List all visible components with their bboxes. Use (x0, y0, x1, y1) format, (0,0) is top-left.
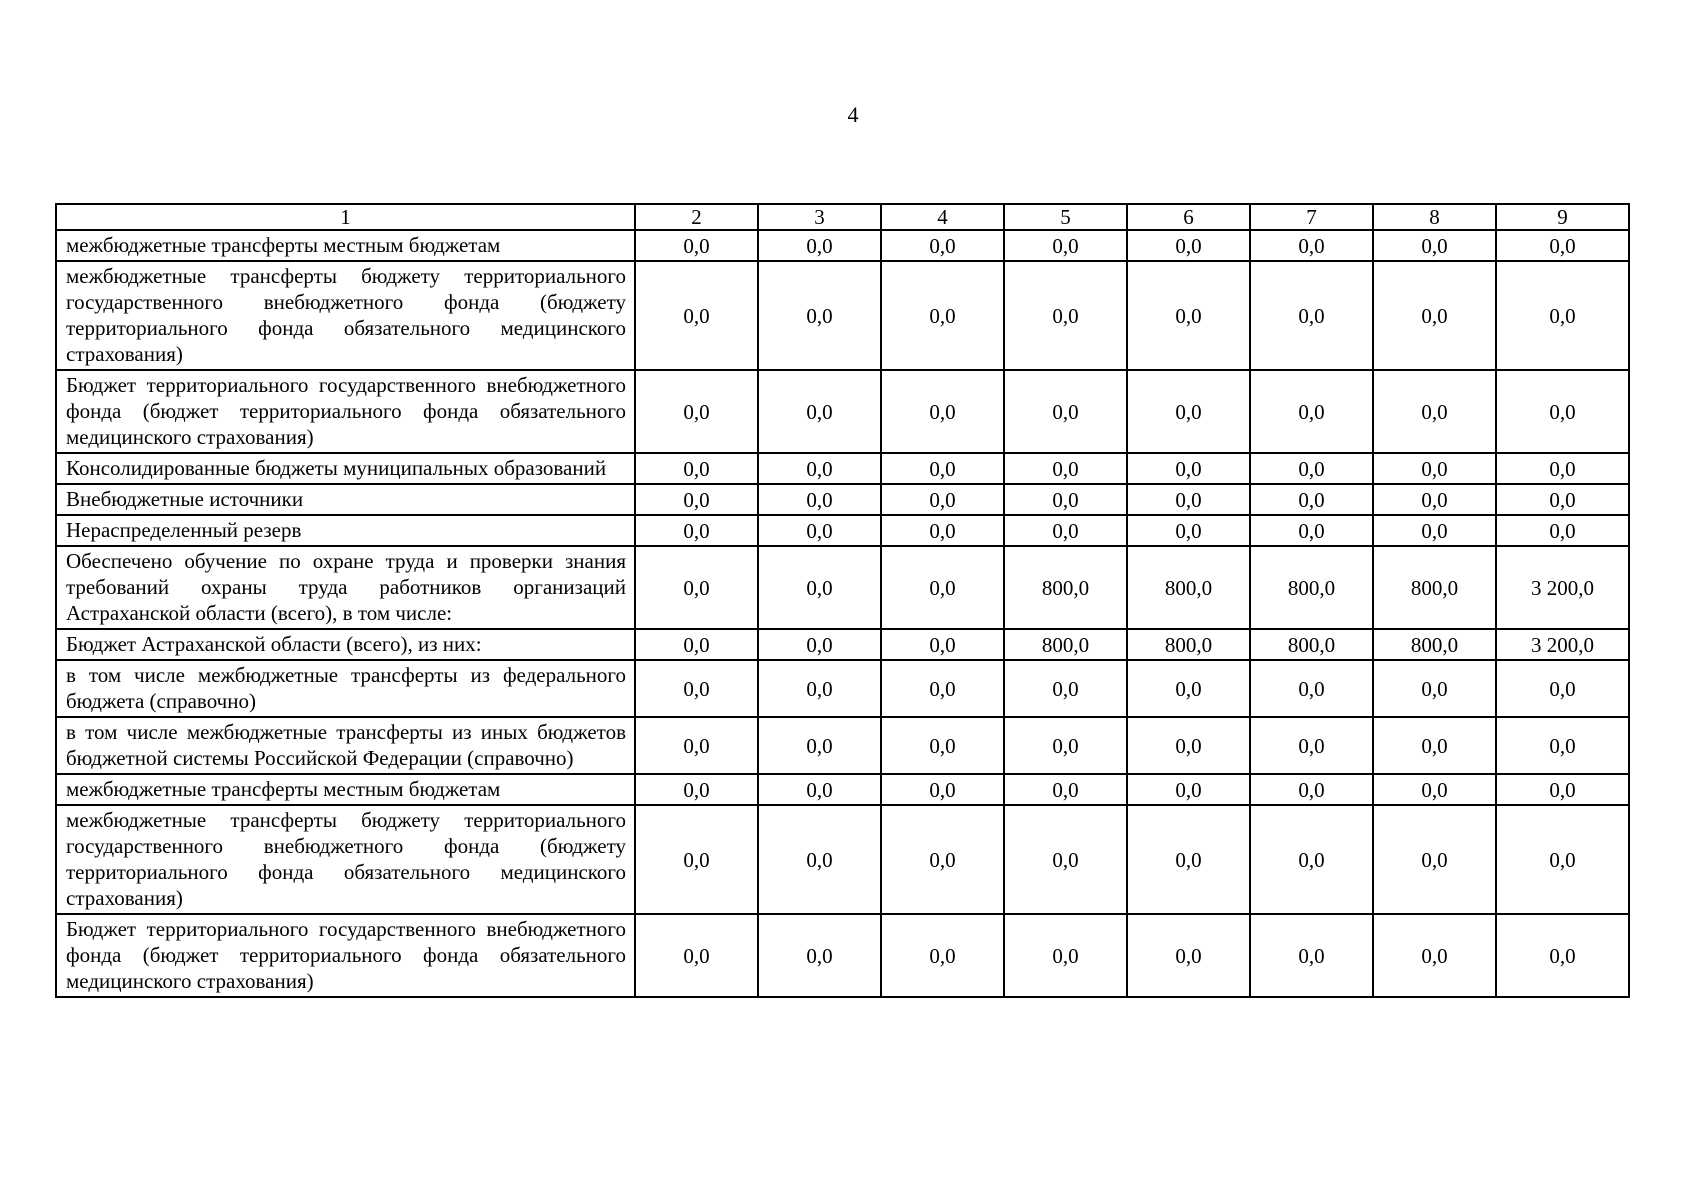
value-cell: 0,0 (1373, 261, 1496, 370)
value-cell: 0,0 (881, 629, 1004, 660)
column-number: 5 (1004, 204, 1127, 230)
table-row (56, 546, 1629, 629)
value-cell: 0,0 (881, 484, 1004, 515)
value-cell: 0,0 (881, 660, 1004, 717)
value-cell: 0,0 (881, 230, 1004, 261)
value-cell: 0,0 (1127, 370, 1250, 453)
value-cell: 800,0 (1250, 546, 1373, 629)
value-cell: 0,0 (635, 774, 758, 805)
value-cell: 800,0 (1004, 546, 1127, 629)
column-number-row (56, 204, 1629, 230)
value-cell: 800,0 (1127, 629, 1250, 660)
table-row (56, 453, 1629, 484)
value-cell: 0,0 (1373, 484, 1496, 515)
value-cell: 0,0 (635, 660, 758, 717)
value-cell: 0,0 (1127, 660, 1250, 717)
page-number: 4 (847, 102, 859, 127)
row-label: межбюджетные трансферты бюджету территориального государственного внебюджетного фонда (бюджету территориального фонда обязательного медицинского страхования) (56, 805, 635, 914)
row-label: в том числе межбюджетные трансферты из федерального бюджета (справочно) (56, 660, 635, 717)
value-cell: 0,0 (1250, 717, 1373, 774)
value-cell: 0,0 (1004, 774, 1127, 805)
table-row (56, 515, 1629, 546)
value-cell: 0,0 (758, 261, 881, 370)
value-cell: 0,0 (1373, 774, 1496, 805)
value-cell: 0,0 (1373, 805, 1496, 914)
value-cell: 0,0 (758, 660, 881, 717)
value-cell: 0,0 (758, 914, 881, 997)
table-row (56, 660, 1629, 717)
value-cell: 0,0 (635, 484, 758, 515)
value-cell: 0,0 (1373, 453, 1496, 484)
value-cell: 0,0 (1496, 805, 1629, 914)
value-cell: 0,0 (1127, 230, 1250, 261)
value-cell: 0,0 (1127, 717, 1250, 774)
table-row (56, 484, 1629, 515)
column-number: 4 (881, 204, 1004, 230)
value-cell: 0,0 (1004, 370, 1127, 453)
budget-table (55, 203, 1630, 998)
column-number: 3 (758, 204, 881, 230)
value-cell: 0,0 (881, 453, 1004, 484)
value-cell: 0,0 (1373, 370, 1496, 453)
row-label: Бюджет территориального государственного внебюджетного фонда (бюджет территориального фонда обязательного медицинского страхования) (56, 914, 635, 997)
value-cell: 0,0 (1250, 805, 1373, 914)
value-cell: 0,0 (1250, 774, 1373, 805)
value-cell: 0,0 (1373, 230, 1496, 261)
value-cell: 0,0 (635, 370, 758, 453)
value-cell: 800,0 (1004, 629, 1127, 660)
value-cell: 0,0 (1127, 515, 1250, 546)
value-cell: 0,0 (758, 453, 881, 484)
row-label: межбюджетные трансферты местным бюджетам (56, 774, 635, 805)
value-cell: 0,0 (1127, 914, 1250, 997)
table-row (56, 774, 1629, 805)
row-label: Бюджет Астраханской области (всего), из них: (56, 629, 635, 660)
value-cell: 0,0 (1496, 230, 1629, 261)
table-row (56, 261, 1629, 370)
value-cell: 0,0 (1250, 484, 1373, 515)
value-cell: 0,0 (635, 230, 758, 261)
value-cell: 0,0 (881, 370, 1004, 453)
value-cell: 0,0 (1373, 914, 1496, 997)
value-cell: 0,0 (635, 261, 758, 370)
value-cell: 0,0 (758, 546, 881, 629)
value-cell: 0,0 (1250, 370, 1373, 453)
value-cell: 0,0 (881, 546, 1004, 629)
value-cell: 3 200,0 (1496, 546, 1629, 629)
value-cell: 0,0 (758, 717, 881, 774)
value-cell: 0,0 (758, 774, 881, 805)
table-row (56, 717, 1629, 774)
value-cell: 0,0 (1004, 805, 1127, 914)
value-cell: 0,0 (1496, 660, 1629, 717)
value-cell: 0,0 (1496, 261, 1629, 370)
value-cell: 0,0 (758, 515, 881, 546)
value-cell: 0,0 (635, 629, 758, 660)
value-cell: 0,0 (1496, 774, 1629, 805)
value-cell: 0,0 (881, 717, 1004, 774)
value-cell: 0,0 (1496, 914, 1629, 997)
column-number: 6 (1127, 204, 1250, 230)
value-cell: 0,0 (1250, 453, 1373, 484)
column-number: 9 (1496, 204, 1629, 230)
value-cell: 0,0 (1004, 453, 1127, 484)
row-label: межбюджетные трансферты местным бюджетам (56, 230, 635, 261)
table-row (56, 230, 1629, 261)
value-cell: 0,0 (1127, 774, 1250, 805)
value-cell: 0,0 (635, 546, 758, 629)
row-label: Внебюджетные источники (56, 484, 635, 515)
table-row (56, 805, 1629, 914)
row-label: Обеспечено обучение по охране труда и проверки знания требований охраны труда работников организаций Астраханской области (всего), в том числе: (56, 546, 635, 629)
value-cell: 0,0 (758, 629, 881, 660)
value-cell: 0,0 (1250, 515, 1373, 546)
value-cell: 0,0 (758, 230, 881, 261)
value-cell: 0,0 (881, 805, 1004, 914)
value-cell: 0,0 (1250, 660, 1373, 717)
value-cell: 0,0 (1496, 484, 1629, 515)
value-cell: 0,0 (1127, 261, 1250, 370)
value-cell: 0,0 (881, 261, 1004, 370)
row-label: Бюджет территориального государственного внебюджетного фонда (бюджет территориального фонда обязательного медицинского страхования) (56, 370, 635, 453)
column-number: 7 (1250, 204, 1373, 230)
row-label: Нераспределенный резерв (56, 515, 635, 546)
table-row (56, 370, 1629, 453)
value-cell: 0,0 (881, 914, 1004, 997)
row-label: межбюджетные трансферты бюджету территориального государственного внебюджетного фонда (бюджету территориального фонда обязательного медицинского страхования) (56, 261, 635, 370)
column-number: 8 (1373, 204, 1496, 230)
table-row (56, 914, 1629, 997)
value-cell: 0,0 (1127, 484, 1250, 515)
value-cell: 0,0 (881, 515, 1004, 546)
value-cell: 0,0 (1496, 453, 1629, 484)
value-cell: 0,0 (1250, 914, 1373, 997)
value-cell: 0,0 (635, 453, 758, 484)
value-cell: 0,0 (1250, 261, 1373, 370)
value-cell: 800,0 (1373, 629, 1496, 660)
column-number: 1 (56, 204, 635, 230)
row-label: Консолидированные бюджеты муниципальных образований (56, 453, 635, 484)
value-cell: 0,0 (1004, 484, 1127, 515)
column-number: 2 (635, 204, 758, 230)
value-cell: 0,0 (1004, 660, 1127, 717)
value-cell: 0,0 (1373, 660, 1496, 717)
value-cell: 800,0 (1127, 546, 1250, 629)
value-cell: 3 200,0 (1496, 629, 1629, 660)
table-row (56, 629, 1629, 660)
value-cell: 0,0 (1004, 515, 1127, 546)
value-cell: 0,0 (635, 805, 758, 914)
value-cell: 0,0 (881, 774, 1004, 805)
row-label: в том числе межбюджетные трансферты из иных бюджетов бюджетной системы Российской Федерации (справочно) (56, 717, 635, 774)
value-cell: 0,0 (1496, 515, 1629, 546)
value-cell: 0,0 (758, 805, 881, 914)
value-cell: 0,0 (1127, 453, 1250, 484)
value-cell: 0,0 (758, 370, 881, 453)
value-cell: 0,0 (635, 717, 758, 774)
value-cell: 0,0 (758, 484, 881, 515)
value-cell: 0,0 (1004, 261, 1127, 370)
value-cell: 0,0 (1496, 717, 1629, 774)
value-cell: 0,0 (635, 914, 758, 997)
value-cell: 0,0 (635, 515, 758, 546)
value-cell: 0,0 (1127, 805, 1250, 914)
value-cell: 0,0 (1496, 370, 1629, 453)
value-cell: 0,0 (1373, 717, 1496, 774)
value-cell: 800,0 (1373, 546, 1496, 629)
value-cell: 0,0 (1004, 230, 1127, 261)
value-cell: 0,0 (1373, 515, 1496, 546)
value-cell: 0,0 (1004, 717, 1127, 774)
value-cell: 800,0 (1250, 629, 1373, 660)
value-cell: 0,0 (1004, 914, 1127, 997)
value-cell: 0,0 (1250, 230, 1373, 261)
